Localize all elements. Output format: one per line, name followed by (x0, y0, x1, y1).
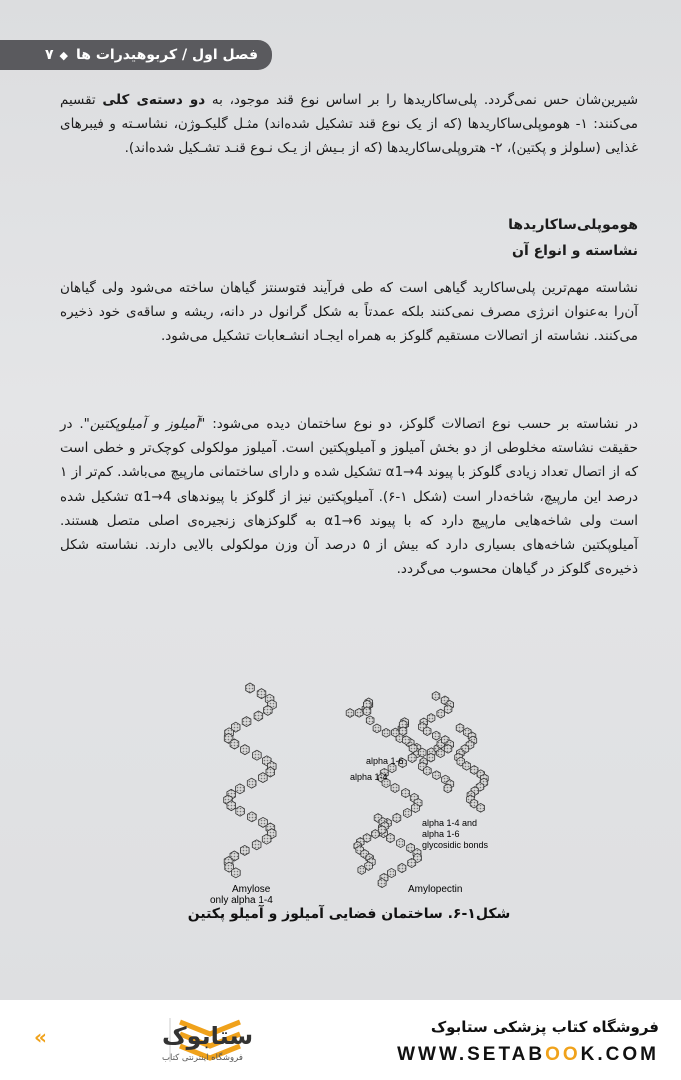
url-o1: O (545, 1044, 563, 1065)
glucose-unit (424, 766, 432, 775)
label-alpha16: alpha 1-6 (366, 756, 404, 766)
glucose-unit (423, 727, 431, 736)
glucose-unit (252, 840, 261, 850)
starch-structure-figure (200, 678, 540, 908)
figure-svg (200, 678, 540, 908)
setabook-logo (30, 1014, 254, 1066)
glucose-unit (246, 683, 255, 693)
diamond-icon: ◆ (59, 48, 68, 62)
glucose-unit (444, 705, 452, 714)
glucose-unit (437, 749, 445, 758)
logo-text: ستابوک (162, 1022, 254, 1050)
glucose-unit (346, 709, 354, 718)
glucose-unit (378, 878, 386, 887)
glucose-unit (456, 724, 464, 733)
glucose-unit (393, 813, 401, 822)
glucose-unit (232, 868, 241, 878)
para3-text-a: در نشاسته بر حسب نوع اتصالات گلوکز، دو نوع ساختمان دیده می‌شود: (205, 416, 638, 432)
heading-starch: نشاسته و انواع آن (512, 243, 638, 259)
glucose-unit (363, 707, 371, 716)
glucose-unit (242, 717, 251, 727)
label-amylose: Amylose (232, 884, 271, 895)
url-part-a: WWW.SETAB (397, 1044, 546, 1065)
glucose-unit (403, 808, 411, 817)
glucose-unit (236, 806, 245, 816)
label-alpha14: alpha 1-4 (350, 772, 388, 782)
label-bonds-3: glycosidic bonds (422, 840, 489, 850)
para3-italic: "آمیلوز و آمیلوپکتین" (83, 416, 206, 432)
url-part-b: K.COM (580, 1044, 659, 1065)
amylopectin-chain (346, 692, 488, 888)
glucose-unit (382, 728, 390, 737)
glucose-unit (241, 745, 250, 755)
para1-text-a: شیرین‌شان حس نمی‌گردد. پلی‌ساکاریدها را بر اساس نوع قند موجود، به (205, 92, 639, 108)
logo-subtitle: فروشگاه اینترنتی کتاب (162, 1053, 243, 1063)
glucose-unit (253, 750, 262, 760)
glucose-unit (411, 803, 419, 812)
paragraph-amylose (60, 412, 638, 581)
glucose-unit (257, 689, 266, 699)
glucose-unit (254, 711, 263, 721)
label-amylopectin: Amylopectin (408, 884, 463, 895)
heading-homopolysaccharides: هوموپلی‌ساکاریدها (508, 217, 638, 233)
section-headings (60, 212, 638, 264)
glucose-unit (262, 834, 271, 844)
glucose-unit (444, 744, 452, 753)
glucose-unit (409, 744, 417, 753)
glucose-unit (366, 716, 374, 725)
glucose-unit (399, 727, 407, 736)
glucose-unit (432, 731, 440, 740)
paragraph-intro (60, 88, 638, 161)
glucose-unit (437, 709, 445, 718)
store-name: فروشگاه کتاب پزشکی ستابوک (430, 1018, 659, 1036)
glucose-unit (408, 858, 416, 867)
glucose-unit (372, 830, 380, 839)
label-bonds-1: alpha 1-4 and (422, 818, 478, 828)
glucose-unit (402, 788, 410, 797)
glucose-unit (398, 863, 406, 872)
glucose-unit (240, 845, 249, 855)
label-bonds-2: alpha 1-6 (422, 829, 460, 839)
glucose-unit (259, 773, 268, 783)
para1-bold: دو دسته‌ی کلی (102, 92, 206, 108)
paragraph-starch: نشاسته مهم‌ترین پلی‌ساکارید گیاهی است که طی فرآیند فتوسنتز گیاهان ساخته می‌شود ولی گیاهان آن‌را به‌عنوان انرژی مصرف نمی‌کنند بلکه عمدتاً به شکل گرانول در دانه، ریشه و ساقه‌ی خود ذخیره می‌کنند. نشاسته از اتصالات مستقیم گلوکز به همراه ایجـاد انشـعابات تشکیل می‌شود. (60, 280, 638, 345)
glucose-unit (391, 783, 399, 792)
url-o2: O (562, 1044, 581, 1065)
amylose-chain (224, 683, 277, 878)
glucose-unit (373, 724, 381, 733)
glucose-unit (397, 838, 405, 847)
footer-banner (0, 1000, 681, 1080)
glucose-unit (230, 739, 239, 749)
glucose-unit (477, 803, 485, 812)
glucose-unit (236, 784, 245, 794)
glucose-unit (247, 778, 256, 788)
glucose-unit (427, 714, 435, 723)
chapter-title: فصل اول / کربوهیدرات ها (76, 47, 258, 63)
page-number: ۷ (44, 47, 54, 63)
logo-svg (30, 1014, 254, 1066)
glucose-unit (264, 705, 273, 715)
glucose-unit (388, 868, 396, 877)
figure-caption: شکل۱-۶. ساختمان فضایی آمیلوز و آمیلو پکتین (187, 906, 511, 922)
glucose-unit (432, 692, 440, 701)
glucose-unit (386, 833, 394, 842)
chapter-header (0, 40, 272, 70)
glucose-unit (444, 784, 452, 793)
chevrons-icon: « (34, 1025, 47, 1049)
store-url[interactable] (397, 1044, 659, 1066)
glucose-unit (402, 736, 410, 745)
glucose-unit (463, 761, 471, 770)
glucose-unit (427, 753, 435, 762)
para3-text-b: . در حقیقت نشاسته مخلوطی از دو بخش آمیلوز و آمیلوپکتین است. آمیلوز مولکولی کوچک‌تر و خطی است که از اتصال تعداد زیادی گلوکز با پیوند α1→4 تشکیل شده و دارای ساختمانی مارپیچ می‌باشد. کم‌تر از ۱ درصد این مارپیچ، شاخه‌دار است (شکل ۱-۶). آمیلوپکتین نیز از گلوکز با پیوندهای α1→4 تشکیل شده است ولی شاخه‌هایی مارپیچ دارد که با پیوند α1→6 به گلوکزهای زنجیره‌ی اصلی متصل هستند. آمیلوپکتین شاخه‌های بسیاری دارد که بیش از ۵ درصد آن وزن مولکولی بالایی دارند. نشاسته شکل ذخیره‌ی گلوکز در گیاهان محسوب می‌گردد. (60, 416, 639, 578)
glucose-unit (419, 748, 427, 757)
glucose-unit (248, 812, 257, 822)
label-amylose-only: only alpha 1-4 (210, 895, 273, 906)
glucose-unit (408, 753, 416, 762)
glucose-unit (433, 771, 441, 780)
glucose-unit (358, 866, 366, 875)
para1-text-b: تقسیم می‌کنند: ۱- هوموپلی‌ساکاریدها (که از یک نوع قند تشکیل شده‌اند) مثـل گلیکـوژن، نشاسـته و فیبرهای غذایی (سلولز و پکتین)، ۲- هتروپلی‌ساکاریدها (که از بـیش از یـک نـوع قنـد تشـکیل شده‌اند). (60, 92, 638, 157)
glucose-unit (227, 801, 236, 811)
